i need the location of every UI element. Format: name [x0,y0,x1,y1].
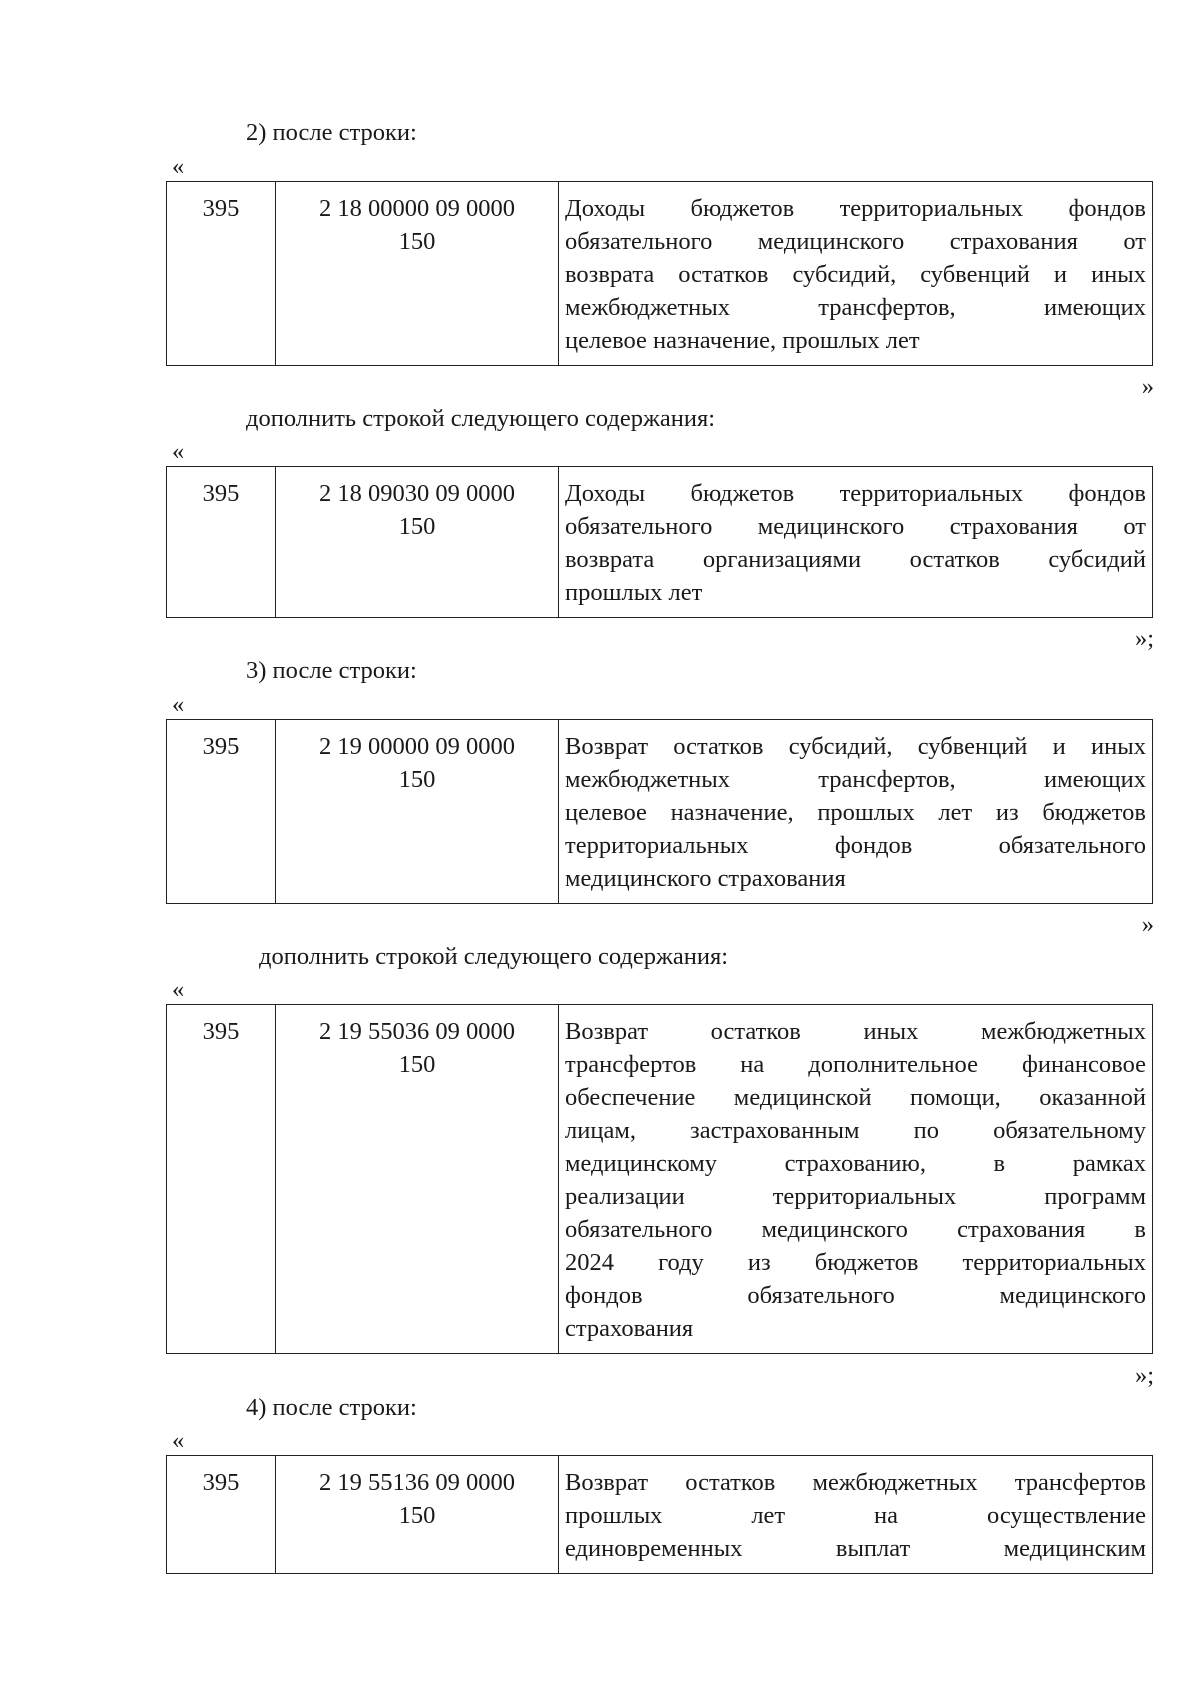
budget-code-main: 2 19 00000 09 0000 [319,733,515,760]
opening-quote: « [172,976,185,1003]
budget-code-cell [276,1456,559,1574]
description-line: обеспечение медицинской помощи, оказанной [565,1084,1146,1111]
table-row [167,1456,1153,1574]
opening-quote: « [172,1427,185,1454]
description-line: межбюджетных трансфертов, имеющих [565,294,1146,321]
description-cell [559,467,1153,618]
insert-row-intro: дополнить строкой следующего содержания: [246,405,716,432]
table-row-block-5 [166,1455,1153,1574]
description-cell [559,1456,1153,1574]
opening-quote: « [172,691,185,718]
description-line: возврата организациями остатков субсидий [565,546,1146,573]
table-row [167,182,1153,366]
description-line: обязательного медицинского страхования в [565,1216,1146,1243]
admin-code-cell: 395 [167,1005,276,1354]
closing-quote: » [1141,911,1154,938]
budget-code-main: 2 19 55136 09 0000 [319,1469,515,1496]
budget-code-suffix: 150 [398,1051,436,1078]
description-line: 2024 году из бюджетов территориальных [565,1249,1146,1276]
admin-code-cell: 395 [167,182,276,366]
opening-quote: « [172,438,185,465]
description-line: Доходы бюджетов территориальных фондов [565,480,1146,507]
description-line: обязательного медицинского страхования от [565,513,1146,540]
opening-quote: « [172,153,185,180]
closing-quote: »; [1134,625,1154,652]
description-line: обязательного медицинского страхования от [565,228,1146,255]
description-line: территориальных фондов обязательного [565,832,1146,859]
budget-code-cell [276,720,559,904]
budget-code-cell [276,182,559,366]
insert-row-intro: дополнить строкой следующего содержания: [259,943,729,970]
admin-code-cell: 395 [167,1456,276,1574]
description-line: лицам, застрахованным по обязательному [565,1117,1146,1144]
budget-code-main: 2 19 55036 09 0000 [319,1018,515,1045]
budget-code-suffix: 150 [398,1502,436,1529]
table-row-block-1 [166,181,1153,366]
closing-quote: »; [1134,1362,1154,1389]
description-line: единовременных выплат медицинским [565,1535,1146,1562]
description-line: прошлых лет на осуществление [565,1502,1146,1529]
description-cell [559,182,1153,366]
description-line: Доходы бюджетов территориальных фондов [565,195,1146,222]
budget-code-main: 2 18 09030 09 0000 [319,480,515,507]
table-row-block-4 [166,1004,1153,1354]
item-4-intro: 4) после строки: [246,1394,417,1421]
budget-code-cell [276,1005,559,1354]
table-row [167,467,1153,618]
description-line: медицинскому страхованию, в рамках [565,1150,1146,1177]
budget-code-cell [276,467,559,618]
description-line: возврата остатков субсидий, субвенций и иных [565,261,1146,288]
description-line: страхования [565,1315,694,1342]
item-3-intro: 3) после строки: [246,657,417,684]
admin-code-cell: 395 [167,467,276,618]
table-row [167,720,1153,904]
table-row [167,1005,1153,1354]
description-line: целевое назначение, прошлых лет из бюджетов [565,799,1146,826]
description-line: Возврат остатков иных межбюджетных [565,1018,1146,1045]
description-line: трансфертов на дополнительное финансовое [565,1051,1146,1078]
closing-quote: » [1141,373,1154,400]
table-row-block-3 [166,719,1153,904]
admin-code-cell: 395 [167,720,276,904]
description-line: Возврат остатков субсидий, субвенций и иных [565,733,1146,760]
budget-code-suffix: 150 [398,766,436,793]
description-cell [559,720,1153,904]
description-line: прошлых лет [565,579,703,606]
item-2-intro: 2) после строки: [246,119,417,146]
description-line: фондов обязательного медицинского [565,1282,1146,1309]
budget-code-suffix: 150 [398,228,436,255]
description-line: медицинского страхования [565,865,846,892]
table-row-block-2 [166,466,1153,618]
description-line: целевое назначение, прошлых лет [565,327,920,354]
description-line: реализации территориальных программ [565,1183,1146,1210]
description-cell [559,1005,1153,1354]
budget-code-main: 2 18 00000 09 0000 [319,195,515,222]
description-line: Возврат остатков межбюджетных трансфертов [565,1469,1146,1496]
description-line: межбюджетных трансфертов, имеющих [565,766,1146,793]
budget-code-suffix: 150 [398,513,436,540]
